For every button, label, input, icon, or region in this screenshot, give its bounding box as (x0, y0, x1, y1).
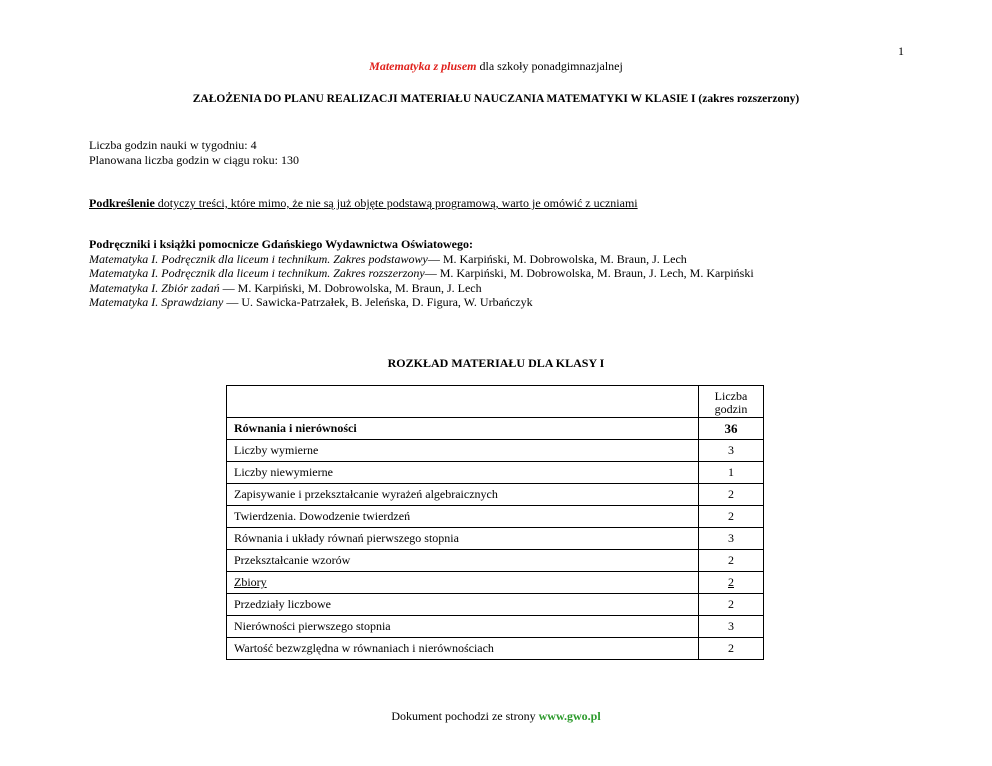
main-title: ZAŁOŻENIA DO PLANU REALIZACJI MATERIAŁU NAUCZANIA MATEMATYKI W KLASIE I (zakres rozszerzony) (192, 93, 800, 105)
underline-note-bold: Podkreślenie (89, 196, 155, 210)
hours-header-line: godzin (714, 401, 748, 416)
material-plan-table (226, 385, 764, 660)
topic-hours: 2 (699, 506, 764, 528)
footer-text: Dokument pochodzi ze strony (391, 709, 539, 723)
topic-label: Nierówności pierwszego stopnia (227, 616, 699, 638)
topic-hours: 2 (699, 572, 764, 594)
hours-column-header (699, 386, 764, 418)
header-subtitle: dla szkoły ponadgimnazjalnej (476, 59, 623, 73)
book-title: Matematyka I. Sprawdziany (89, 295, 224, 309)
book-title: Matematyka I. Zbiór zadań (89, 280, 220, 295)
topic-hours: 1 (699, 462, 764, 484)
topic-hours: 2 (699, 484, 764, 506)
page-number: 1 (898, 44, 904, 58)
table-row (227, 594, 764, 616)
topic-label: Twierdzenia. Dowodzenie twierdzeń (227, 506, 699, 528)
book-item (89, 281, 754, 296)
hours-per-week: Liczba godzin nauki w tygodniu: 4 (89, 138, 257, 152)
topic-label: Przedziały liczbowe (227, 594, 699, 616)
topic-hours: 2 (699, 550, 764, 572)
books-section (89, 237, 754, 310)
hours-header-line: Liczba (714, 388, 748, 403)
table-row (227, 638, 764, 660)
book-authors: — U. Sawicka-Patrzałek, B. Jeleńska, D. Figura, W. Urbańczyk (223, 295, 533, 309)
table-row (227, 616, 764, 638)
book-item (89, 266, 754, 281)
table-row (227, 440, 764, 462)
table-row (227, 572, 764, 594)
underline-note-text: dotyczy treści, które mimo, że nie są już objęte podstawą programową, warto je omówić z uczniami (154, 196, 638, 210)
book-item (89, 252, 754, 267)
table-group-row (227, 418, 764, 440)
underline-note (89, 196, 638, 211)
book-authors: — M. Karpiński, M. Dobrowolska, M. Braun, J. Lech (219, 280, 482, 295)
table-row (227, 550, 764, 572)
table-row (227, 506, 764, 528)
table-header-empty-cell (227, 386, 699, 418)
topic-hours: 3 (699, 616, 764, 638)
footer-site-link[interactable]: www.gwo.pl (538, 709, 601, 723)
table-body (227, 440, 764, 660)
topic-label: Wartość bezwzględna w równaniach i nierównościach (227, 638, 699, 660)
topic-label: Zbiory (227, 572, 699, 594)
book-item (89, 295, 754, 310)
topic-label: Liczby wymierne (227, 440, 699, 462)
table-row (227, 528, 764, 550)
topic-label: Przekształcanie wzorów (227, 550, 699, 572)
group-hours: 36 (699, 418, 764, 440)
book-authors: — M. Karpiński, M. Dobrowolska, M. Braun, J. Lech (427, 251, 687, 266)
topic-label: Równania i układy równań pierwszego stopnia (227, 528, 699, 550)
table-row (227, 462, 764, 484)
table-header-row (227, 386, 764, 418)
book-title: Matematyka I. Podręcznik dla liceum i technikum. Zakres podstawowy (89, 251, 428, 266)
topic-label: Zapisywanie i przekształcanie wyrażeń algebraicznych (227, 484, 699, 506)
footer (0, 709, 992, 724)
topic-hours: 2 (699, 638, 764, 660)
section-title: ROZKŁAD MATERIAŁU DLA KLASY I (387, 356, 605, 370)
planned-hours: Planowana liczba godzin w ciągu roku: 130 (89, 153, 299, 167)
topic-hours: 3 (699, 440, 764, 462)
document-header (0, 59, 992, 74)
brand-name: Matematyka z plusem (369, 59, 477, 73)
book-title: Matematyka I. Podręcznik dla liceum i technikum. Zakres rozszerzony (89, 266, 425, 280)
book-authors: — M. Karpiński, M. Dobrowolska, M. Braun, J. Lech, M. Karpiński (424, 266, 754, 280)
group-label: Równania i nierówności (227, 418, 699, 440)
topic-hours: 2 (699, 594, 764, 616)
hours-info (89, 138, 299, 168)
books-heading: Podręczniki i książki pomocnicze Gdańskiego Wydawnictwa Oświatowego: (89, 237, 473, 251)
topic-label: Liczby niewymierne (227, 462, 699, 484)
table-row (227, 484, 764, 506)
topic-hours: 3 (699, 528, 764, 550)
